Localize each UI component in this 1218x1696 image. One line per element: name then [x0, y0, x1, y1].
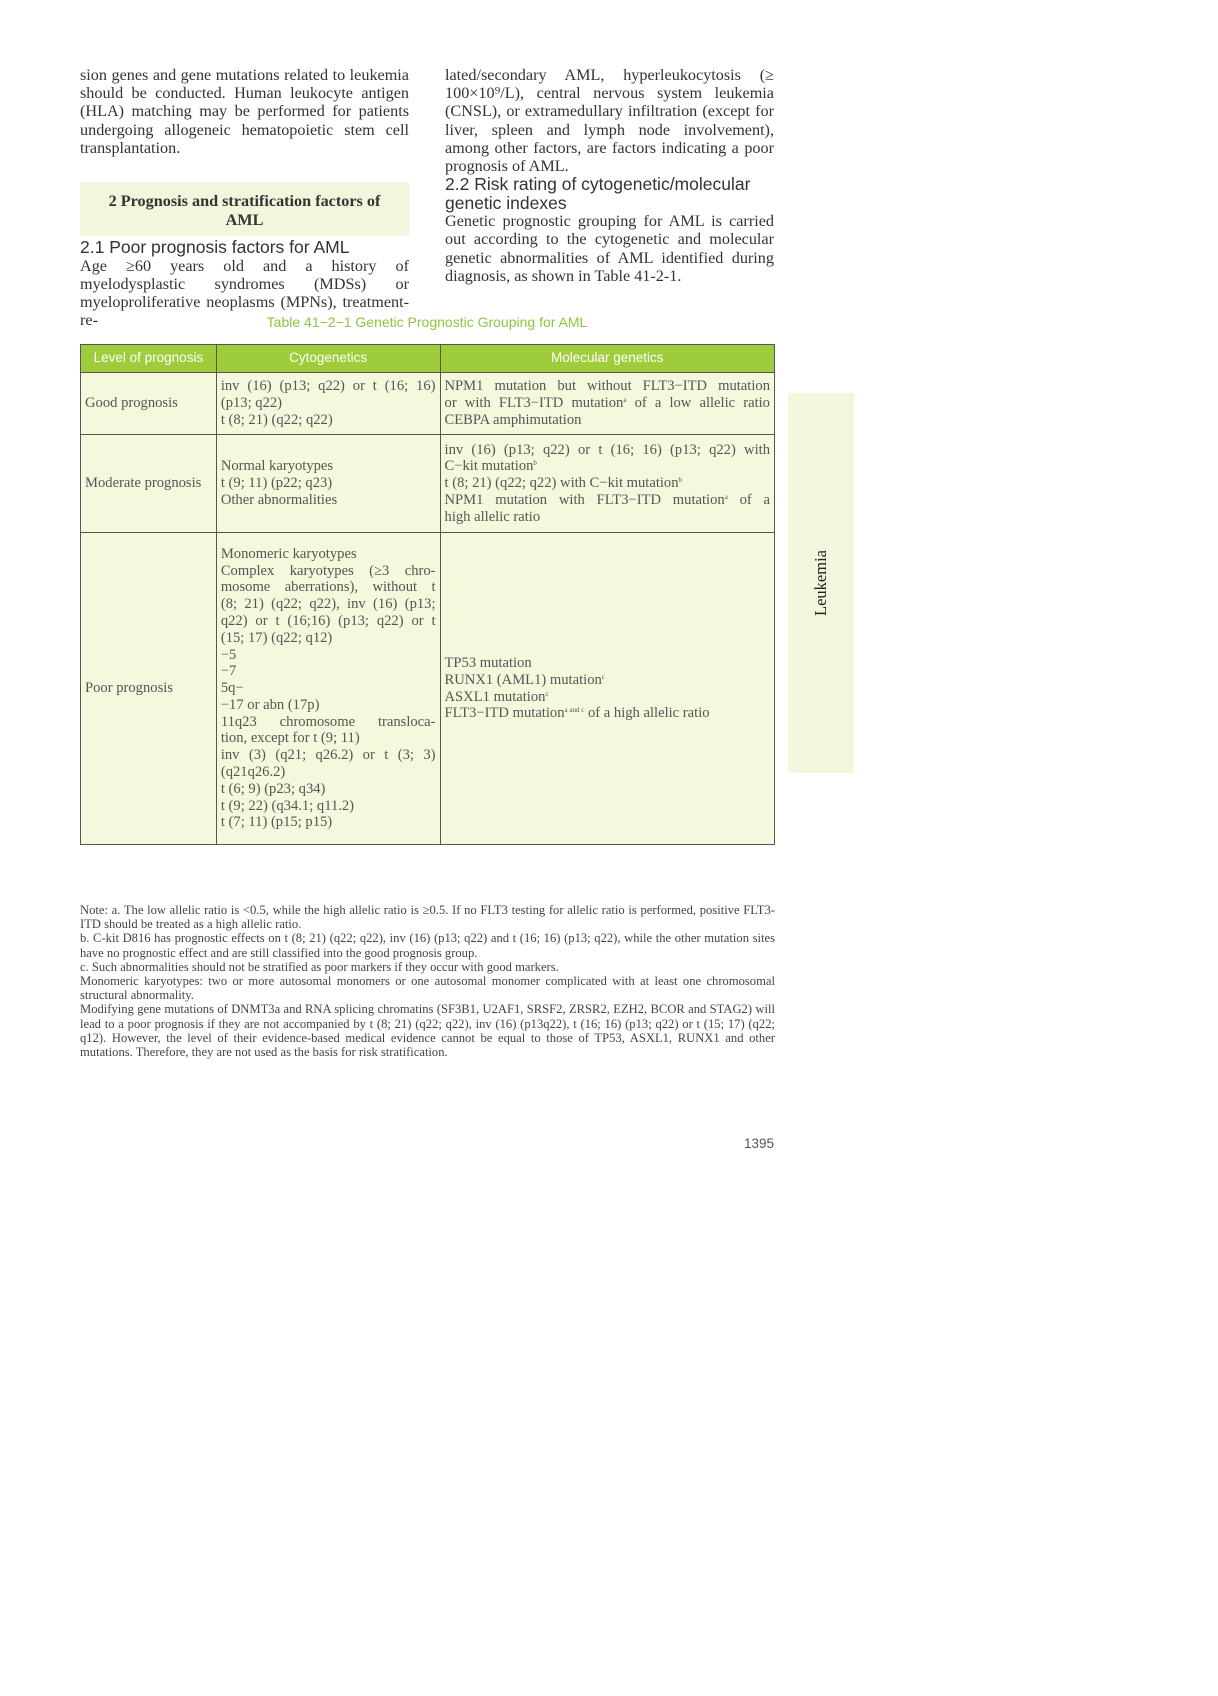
- prognosis-table: [80, 344, 775, 845]
- footnote-marker: b: [533, 459, 537, 468]
- cytogenetics-line: tion, except for t (9; 11): [220, 730, 360, 747]
- molecular-text: ASXL1 mutation: [444, 688, 546, 705]
- cell-cytogenetics: [216, 533, 440, 845]
- molecular-line: [445, 378, 770, 395]
- molecular-line: [445, 705, 770, 722]
- molecular-text: TP53 mutation: [444, 654, 532, 671]
- cytogenetics-line: (15; 17) (q22; q12): [220, 629, 333, 646]
- side-tab: [788, 393, 854, 773]
- cell-molecular: [440, 373, 774, 435]
- note-monomeric: Monomeric karyotypes: two or more autosomal monomers or one autosomal monomer complicated with at least one chromosomal structural abnormality.: [80, 974, 775, 1003]
- side-tab-label: Leukemia: [811, 550, 830, 616]
- table-title: Table 41−2−1 Genetic Prognostic Grouping for AML: [266, 314, 588, 330]
- molecular-text-after: of a high allelic ratio: [584, 705, 710, 722]
- cell-molecular: [440, 435, 774, 533]
- molecular-text: inv (16) (p13; q22) or t (16; 16) (p13; q22) with: [444, 441, 770, 458]
- cytogenetics-line: inv (3) (q21; q26.2) or t (3; 3): [220, 747, 436, 764]
- cell-molecular: [440, 533, 774, 845]
- header-molecular: Molecular genetics: [440, 345, 774, 373]
- molecular-text: high allelic ratio: [444, 508, 541, 525]
- footnote-marker: c: [601, 672, 605, 681]
- cytogenetics-line: t (7; 11) (p15; p15): [220, 814, 333, 831]
- intro-paragraph: sion genes and gene mutations related to leukemia should be conducted. Human leukocyte antigen (HLA) matching may be performed for patients undergoing allogeneic hematopoietic stem cell transplantation.: [80, 66, 409, 157]
- subsection-2-2-text: Genetic prognostic grouping for AML is carried out according to the cytogenetic and molecular genetic abnormalities of AML identified during diagnosis, as shown in Table 41-2-1.: [445, 212, 774, 285]
- molecular-line: [445, 689, 770, 706]
- cell-level: Moderate prognosis: [81, 435, 217, 533]
- cytogenetics-line: (8; 21) (q22; q22), inv (16) (p13;: [220, 596, 436, 613]
- footnote-marker: a: [623, 396, 627, 405]
- cytogenetics-line: q22) or t (16;16) (p13; q22) or t: [220, 612, 436, 629]
- cytogenetics-line: −7: [220, 663, 237, 680]
- molecular-text-after: of a: [727, 491, 770, 508]
- molecular-text: or with FLT3−ITD mutation: [444, 395, 624, 412]
- footnote-marker: a: [724, 492, 728, 501]
- cytogenetics-line: t (6; 9) (p23; q34): [220, 780, 326, 797]
- subsection-2-1-text: Age ≥60 years old and a history of myelodysplastic syndromes (MDSs) or myeloproliferative neoplasms (MPNs), treatment-re-: [80, 256, 409, 330]
- molecular-text: NPM1 mutation with FLT3−ITD mutation: [444, 491, 725, 508]
- molecular-line: [445, 475, 770, 492]
- molecular-line: [445, 412, 770, 429]
- subsection-2-2-heading: 2.2 Risk rating of cytogenetic/molecular genetic indexes: [445, 174, 751, 213]
- molecular-line: [445, 672, 770, 689]
- molecular-text: FLT3−ITD mutation: [444, 705, 565, 722]
- cell-level: Poor prognosis: [81, 533, 217, 845]
- molecular-line: [445, 442, 770, 459]
- subsection-2-1-heading: 2.1 Poor prognosis factors for AML: [80, 237, 350, 258]
- molecular-text: t (8; 21) (q22; q22) with C−kit mutation: [444, 475, 679, 492]
- molecular-line: [445, 655, 770, 672]
- cytogenetics-line: t (9; 22) (q34.1; q11.2): [220, 797, 355, 814]
- footnote-marker: c: [545, 689, 549, 698]
- molecular-text: NPM1 mutation but without FLT3−ITD mutation: [444, 378, 770, 395]
- right-column: [445, 66, 774, 285]
- continuation-paragraph: lated/secondary AML, hyperleukocytosis (≥ 100×10⁹/L), central nervous system leukemia (CNSL), or extramedullary infiltration (except for liver, spleen and lymph node involvement), among other factors, are factors indicating a poor prognosis of AML.: [445, 66, 774, 176]
- header-level: Level of prognosis: [81, 345, 217, 373]
- cytogenetics-line: (p13; q22): [220, 395, 283, 412]
- cytogenetics-line: −5: [220, 646, 237, 663]
- cell-level: Good prognosis: [81, 373, 217, 435]
- molecular-line: [445, 395, 770, 412]
- note-b: b. C-kit D816 has prognostic effects on t (8; 21) (q22; q22), inv (16) (p13; q22) and t (16; 16) (p13; q22), while the other mutation sites have no prognostic effect and are still classified into the good prognosis group.: [80, 931, 775, 960]
- molecular-text: C−kit mutation: [444, 458, 534, 475]
- note-a: Note: a. The low allelic ratio is <0.5, while the high allelic ratio is ≥0.5. If no FLT3 testing for allelic ratio is performed, positive FLT3-ITD should be treated as a high allelic ratio.: [80, 903, 775, 932]
- cytogenetics-line: t (9; 11) (p22; q23): [220, 475, 333, 492]
- table-header-row: [81, 345, 775, 373]
- cytogenetics-line: Monomeric karyotypes: [220, 545, 357, 562]
- table-row: [81, 533, 775, 845]
- table-row: [81, 435, 775, 533]
- header-cytogenetics: Cytogenetics: [216, 345, 440, 373]
- left-column: [80, 66, 409, 329]
- cytogenetics-line: (q21q26.2): [220, 764, 286, 781]
- cytogenetics-line: 11q23 chromosome transloca-: [220, 713, 436, 730]
- cytogenetics-line: Normal karyotypes: [220, 458, 334, 475]
- cell-cytogenetics: [216, 435, 440, 533]
- molecular-text-after: of a low allelic ratio: [626, 395, 770, 412]
- page-number: 1395: [743, 1136, 774, 1151]
- cytogenetics-line: 5q−: [220, 680, 244, 697]
- cytogenetics-line: Complex karyotypes (≥3 chro-: [220, 562, 436, 579]
- molecular-line: [445, 492, 770, 509]
- footnote-marker: a and c: [564, 706, 585, 715]
- note-modifying-genes: Modifying gene mutations of DNMT3a and RNA splicing chromatins (SF3B1, U2AF1, SRSF2, ZRSR2, EZH2, BCOR and STAG2) will lead to a poor prognosis if they are not accompanied by t (8; 21) (q22; q22), inv (16) (p13q22), t (16; 16) (p13; q22) or t (15; 17) (q22; q12). However, the level of their evidence-based medical evidence cannot be equal to those of TP53, ASXL1, RUNX1 and other mutations. Therefore, they are not used as the basis for risk stratification.: [80, 1002, 775, 1060]
- table-row: [81, 373, 775, 435]
- cytogenetics-line: t (8; 21) (q22; q22): [220, 411, 333, 428]
- cytogenetics-line: −17 or abn (17p): [220, 696, 320, 713]
- section-heading: 2 Prognosis and stratification factors of AML: [80, 182, 409, 236]
- table-notes: [80, 903, 775, 1059]
- molecular-text: RUNX1 (AML1) mutation: [444, 671, 602, 688]
- footnote-marker: b: [678, 476, 683, 485]
- molecular-line: [445, 458, 770, 475]
- molecular-text: CEBPA amphimutation: [444, 411, 582, 428]
- cytogenetics-line: Other abnormalities: [220, 491, 338, 508]
- cytogenetics-line: inv (16) (p13; q22) or t (16; 16): [220, 378, 436, 395]
- cell-cytogenetics: [216, 373, 440, 435]
- cytogenetics-line: mosome aberrations), without t: [220, 579, 436, 596]
- molecular-line: [445, 509, 770, 526]
- note-c: c. Such abnormalities should not be stratified as poor markers if they occur with good markers.: [80, 959, 559, 974]
